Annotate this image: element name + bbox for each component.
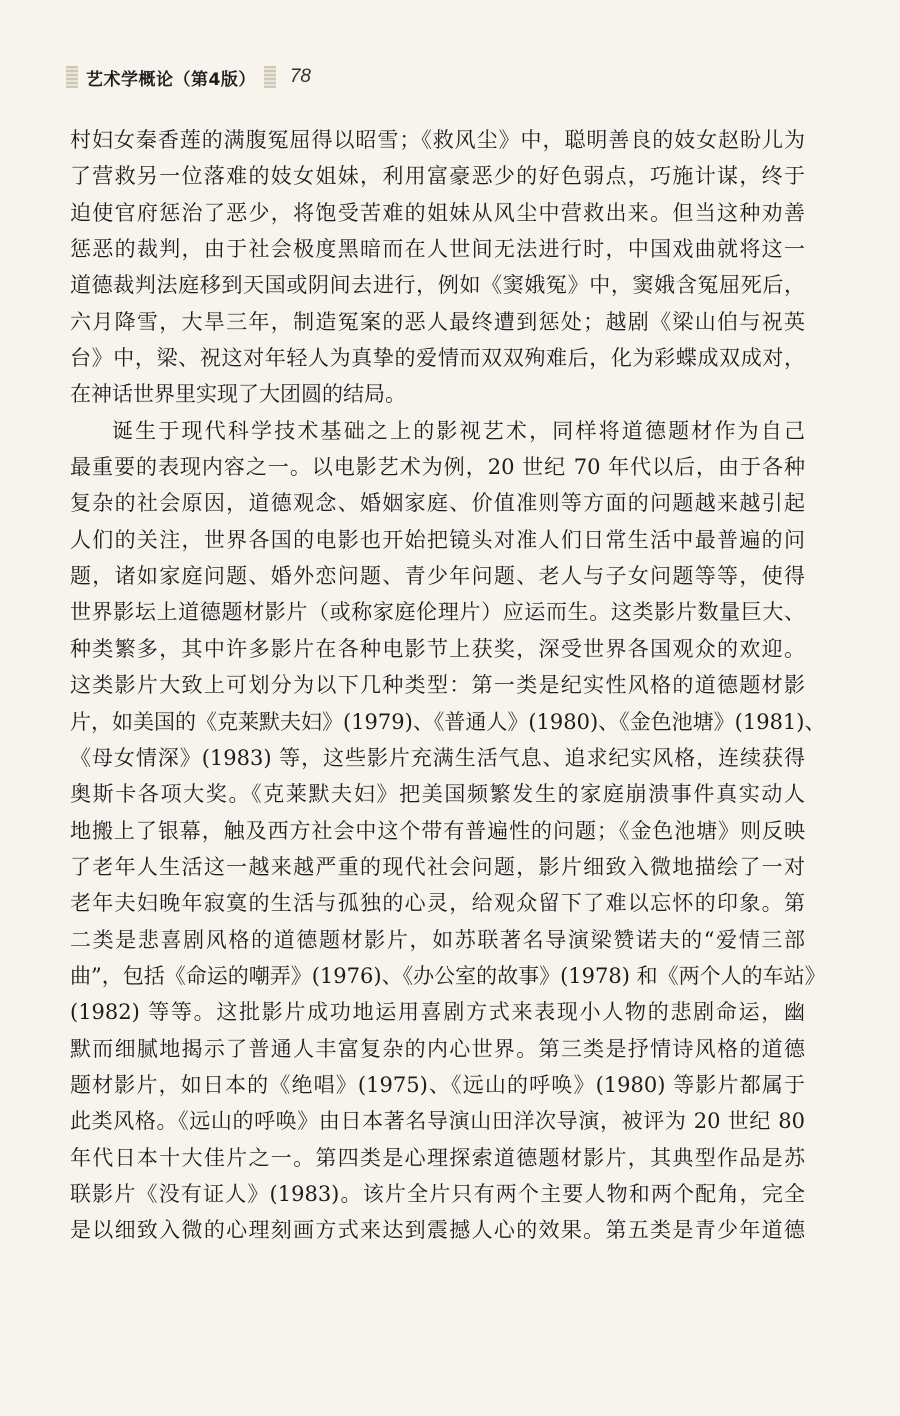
text-line: 道德裁判法庭移到天国或阴间去进行，例如《窦娥冤》中，窦娥含冤屈死后， [70,273,805,298]
text-line: 是以细致入微的心理刻画方式来达到震撼人心的效果。第五类是青少年道德 [70,1218,805,1243]
page-number: 78 [289,66,311,87]
text-line: 世界影坛上道德题材影片（或称家庭伦理片）应运而生。这类影片数量巨大、 [70,600,805,625]
text-line: 人们的关注，世界各国的电影也开始把镜头对准人们日常生活中最普遍的问 [70,527,805,552]
text-line: 年代日本十大佳片之一。第四类是心理探索道德题材影片，其典型作品是苏 [70,1145,805,1170]
text-line: 种类繁多，其中许多影片在各种电影节上获奖，深受世界各国观众的欢迎。 [70,636,805,661]
text-line: 了营救另一位落难的妓女姐妹，利用富豪恶少的好色弱点，巧施计谋，终于 [70,164,805,189]
text-line: 二类是悲喜剧风格的道德题材影片，如苏联著名导演梁赞诺夫的“爱情三部 [70,927,805,952]
book-title: 艺术学概论（第4版） [86,69,256,90]
text-line: 题材影片，如日本的《绝唱》(1975)、《远山的呼唤》(1980) 等影片都属于 [70,1072,805,1097]
text-line: 复杂的社会原因，道德观念、婚姻家庭、价值准则等方面的问题越来越引起 [70,491,805,516]
text-line: 六月降雪，大旱三年，制造冤案的恶人最终遭到惩处；越剧《梁山伯与祝英 [70,309,805,334]
text-line: 此类风格。《远山的呼唤》由日本著名导演山田洋次导演，被评为 20 世纪 80 [70,1109,805,1134]
text-line: 台》中，梁、祝这对年轻人为真挚的爱情而双双殉难后，化为彩蝶成双成对， [70,346,805,371]
text-line: 《母女情深》(1983) 等，这些影片充满生活气息、追求纪实风格，连续获得 [70,745,805,770]
text-line: 奥斯卡各项大奖。《克莱默夫妇》把美国频繁发生的家庭崩溃事件真实动人 [70,782,805,807]
text-line: 迫使官府惩治了恶少，将饱受苦难的姐妹从风尘中营救出来。但当这种劝善 [70,200,805,225]
header-ornament-left [66,66,78,88]
paragraph-end-line: 在神话世界里实现了大团圆的结局。 [70,382,406,407]
text-line: 题，诸如家庭问题、婚外恋问题、青少年问题、老人与子女问题等等，使得 [70,564,805,589]
text-line: 片，如美国的《克莱默夫妇》(1979)、《普通人》(1980)、《金色池塘》(1981)、 [70,709,826,734]
header-ornament-right [264,66,276,88]
paragraph-start-line: 诞生于现代科学技术基础之上的影视艺术，同样将道德题材作为自己 [112,418,805,443]
text-line: 老年夫妇晚年寂寞的生活与孤独的心灵，给观众留下了难以忘怀的印象。第 [70,891,805,916]
body-text [70,122,826,1249]
text-line: 地搬上了银幕，触及西方社会中这个带有普遍性的问题；《金色池塘》则反映 [70,818,805,843]
text-line: 最重要的表现内容之一。以电影艺术为例，20 世纪 70 年代以后，由于各种 [70,455,805,480]
text-line: 默而细腻地揭示了普通人丰富复杂的内心世界。第三类是抒情诗风格的道德 [70,1036,805,1061]
text-line: 这类影片大致上可划分为以下几种类型：第一类是纪实性风格的道德题材影 [70,673,805,698]
text-line: 曲”，包括《命运的嘲弄》(1976)、《办公室的故事》(1978) 和《两个人的车站》 [70,963,826,988]
text-line: (1982) 等等。这批影片成功地运用喜剧方式来表现小人物的悲剧命运，幽 [70,1000,805,1025]
running-header [66,62,311,92]
text-line: 联影片《没有证人》(1983)。该片全片只有两个主要人物和两个配角，完全 [70,1181,805,1206]
text-line: 惩恶的裁判，由于社会极度黑暗而在人世间无法进行时，中国戏曲就将这一 [70,237,805,262]
text-line: 了老年人生活这一越来越严重的现代社会问题，影片细致入微地描绘了一对 [70,854,805,879]
text-line: 村妇女秦香莲的满腹冤屈得以昭雪；《救风尘》中，聪明善良的妓女赵盼儿为 [70,128,805,152]
